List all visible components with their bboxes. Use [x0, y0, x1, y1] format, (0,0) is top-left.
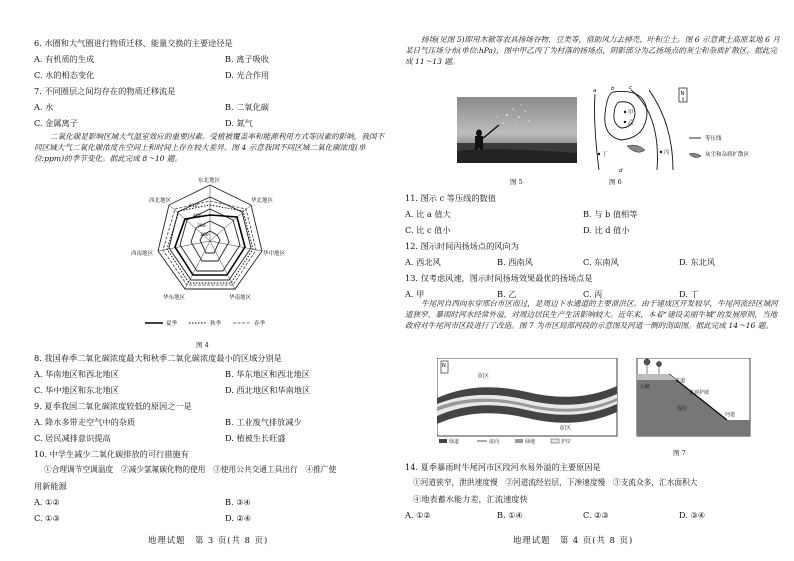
- legend-revetment: 护岸: [561, 439, 572, 445]
- region-label-central: 华中地区: [263, 251, 286, 257]
- figure-4-caption: 图 4: [196, 341, 209, 349]
- q10-option-b[interactable]: B. ③④: [225, 497, 251, 507]
- q11-option-d[interactable]: D. 比 d 值小: [583, 225, 630, 235]
- region-label-northwest: 西北地区: [149, 198, 172, 204]
- q9-stem: 9. 夏季我国二氧化碳浓度较低的原因之一是: [34, 401, 192, 411]
- q14-option-a[interactable]: A. ①②: [405, 510, 431, 520]
- q12-option-d[interactable]: D. 东北风: [679, 257, 716, 267]
- passage-winnowing: 扬场(见图 5)即用木锨等农具扬场谷物、豆类等，借助风力去掉壳、叶和尘土。图 6 示意黄土高原某地 6 月某日气压场分布(单位:hPa)，图中甲乙丙丁为村落的扬场点，阴影部分为乙扬场点的灰尘和杂质扩散区。据此完成 11～13 题。: [405, 35, 781, 67]
- figure-7-river-map: [437, 358, 752, 446]
- section-label-road: 公路: [640, 384, 651, 390]
- q13-option-d[interactable]: D. 丁: [679, 289, 699, 299]
- site-jia: 甲: [628, 110, 634, 116]
- q10-option-d[interactable]: D. ②④: [225, 513, 252, 523]
- q10-option-c[interactable]: C. ①③: [34, 513, 60, 523]
- q14-statements-line1: ①河道狭窄，泄洪速度慢 ②河道流经岩层，下渗速度慢 ③支流众多，汇水面积大: [413, 478, 698, 487]
- q13-stem: 13. 仅考虑风速，图示时间扬场效果最优的扬场点是: [405, 273, 593, 283]
- q9-option-c[interactable]: C. 居民减排意识提高: [34, 433, 111, 443]
- q11-option-a[interactable]: A. 比 a 值大: [405, 209, 451, 219]
- isobar-label-b: b: [611, 86, 615, 92]
- q6-stem: 6. 水圈和大气圈进行物质迁移、能量交换的主要途径是: [34, 38, 233, 48]
- q10-stem: 10. 中学生减少二氧化碳排放的可行措施有: [34, 449, 189, 459]
- legend-isobar: 等压线: [705, 136, 722, 142]
- q13-option-b[interactable]: B. 乙: [497, 289, 517, 299]
- map-north-label: N: [442, 363, 446, 369]
- q9-option-b[interactable]: B. 工业废气排放减少: [225, 417, 302, 427]
- region-label-east: 华东地区: [163, 295, 186, 301]
- q14-stem: 14. 夏季暴雨时牛尾河市区段河水易外溢的主要原因是: [405, 462, 601, 472]
- q12-option-c[interactable]: C. 东南风: [583, 257, 619, 267]
- q13-option-c[interactable]: C. 丙: [583, 289, 603, 299]
- tick-label: 390: [197, 224, 206, 229]
- q7-option-a[interactable]: A. 水: [34, 102, 54, 112]
- tick-label: 380: [200, 233, 209, 238]
- section-label-channel: 河道: [725, 412, 736, 418]
- q11-stem: 11. 图示 c 等压线的数值: [405, 193, 496, 203]
- tick-label: 410: [189, 204, 198, 209]
- tick-label: 400: [193, 214, 202, 219]
- north-label: N: [680, 91, 685, 97]
- q12-option-a[interactable]: A. 西北风: [405, 257, 441, 267]
- site-ding: 丁: [602, 152, 608, 158]
- region-label-south: 华南地区: [229, 295, 252, 301]
- q7-option-b[interactable]: B. 二氧化碳: [225, 102, 269, 112]
- isobar-label-a: a: [593, 88, 597, 94]
- legend-green-land: 绿地: [525, 439, 536, 445]
- legend-spring: 春季: [254, 321, 266, 327]
- q8-option-d[interactable]: D. 西北地区和华南地区: [225, 385, 311, 395]
- region-label-north: 华北地区: [251, 198, 274, 204]
- legend-autumn: 秋季: [210, 321, 222, 327]
- section-label-landscape-slope: 景观护坡: [689, 390, 710, 396]
- q10-statements-line1: ①合理调节空调温度 ②减少氯氟碳化物的使用 ③使用公共交通工具出行 ④推广使: [44, 465, 337, 474]
- q12-option-b[interactable]: B. 西南风: [497, 257, 533, 267]
- site-yi: 乙: [628, 120, 634, 126]
- q6-option-d[interactable]: D. 光合作用: [225, 70, 270, 80]
- q6-option-a[interactable]: A. 有机质的生成: [34, 54, 95, 64]
- figure-6-caption: 图 6: [609, 178, 622, 186]
- q9-option-d[interactable]: D. 植被生长旺盛: [225, 433, 286, 443]
- legend-dust-zone: 灰尘和杂质扩散区: [705, 152, 750, 158]
- figure-5-caption: 图 5: [510, 178, 523, 186]
- q14-option-c[interactable]: C. ②③: [583, 510, 609, 520]
- q9-option-a[interactable]: A. 降水多带走空气中的杂质: [34, 417, 136, 427]
- q11-option-c[interactable]: C. 比 c 值小: [405, 225, 451, 235]
- figure-7-caption: 图 7: [673, 449, 686, 457]
- section-label-embankment: 堤岸: [677, 406, 688, 412]
- q8-stem: 8. 我国春季二氧化碳浓度最大和秋季二氧化碳浓度最小的区域分别是: [34, 353, 282, 363]
- page-3-footer: 地理试题 第 3 页(共 8 页): [148, 535, 269, 545]
- legend-flow: 流向: [489, 439, 500, 445]
- q11-option-b[interactable]: B. 与 b 值相等: [583, 209, 638, 219]
- q14-option-b[interactable]: B. ①④: [497, 510, 523, 520]
- q14-statements-line2: ④地表蓄水能力差，汇流速度快: [413, 494, 528, 504]
- urban-label-north: 市区: [477, 373, 490, 380]
- page-4-footer: 地理试题 第 4 页(共 8 页): [513, 535, 634, 545]
- q8-option-b[interactable]: B. 华东地区和西北地区: [225, 369, 310, 379]
- region-label-northeast: 东北地区: [198, 178, 221, 184]
- site-bing: 丙: [664, 150, 670, 156]
- figure-5-winnowing-photo: [457, 97, 577, 163]
- q14-option-d[interactable]: D. ③④: [679, 510, 706, 520]
- urban-label-south: 市区: [559, 425, 572, 432]
- q10-option-a[interactable]: A. ①②: [34, 497, 60, 507]
- page-4: [397, 0, 794, 561]
- q6-option-c[interactable]: C. 水的相态变化: [34, 70, 95, 80]
- region-label-southwest: 西南地区: [131, 251, 154, 257]
- passage-co2: 二氧化碳是影响区域大气温室效应的重要因素。受植被覆盖率和能源利用方式等因素的影响，我国不同区域大气二氧化碳浓度在空间上和时间上存在较大差异。图 4 示意我国不同区域二氧化碳浓度(单位:ppm)的季节变化。据此完成 8～10 题。: [34, 132, 385, 164]
- q13-option-a[interactable]: A. 甲: [405, 289, 425, 299]
- isobar-label-d: d: [619, 168, 623, 174]
- figure-6-isobar-map: [587, 84, 782, 176]
- legend-summer: 夏季: [166, 321, 178, 327]
- q8-option-c[interactable]: C. 华中地区和东北地区: [34, 385, 119, 395]
- q10-statements-line2: 用新能源: [34, 481, 67, 491]
- legend-greenway: 绿道: [449, 439, 460, 445]
- q7-stem: 7. 不同圈层之间均存在的物质迁移流是: [34, 86, 176, 96]
- q7-option-c[interactable]: C. 金属离子: [34, 118, 78, 128]
- q12-stem: 12. 图示时间丙扬场点的风向为: [405, 241, 519, 251]
- q6-option-b[interactable]: B. 离子吸收: [225, 54, 269, 64]
- figure-4-radar-chart: [125, 175, 295, 335]
- isobar-label-c: c: [629, 85, 633, 91]
- section-label-walkway: 步道: [675, 378, 686, 384]
- passage-niuwei-river: 牛尾河自西向东穿邢台市区而过，是周边下水通道的主要泄洪区。由于建成区开发较早，牛尾河流经区域河道狭窄，暴雨时河水经常外溢，对周边居民生产生活影响较大。近年来，本着“建设美丽牛城”的发展原则，当地政府对牛尾河市区段进行了改造。图 7 为市区局部河段的示意图及河道一侧的剖面图。据此完成 14～16 题。: [405, 299, 778, 331]
- q7-option-d[interactable]: D. 氮气: [225, 118, 253, 128]
- q8-option-a[interactable]: A. 华南地区和西北地区: [34, 369, 119, 379]
